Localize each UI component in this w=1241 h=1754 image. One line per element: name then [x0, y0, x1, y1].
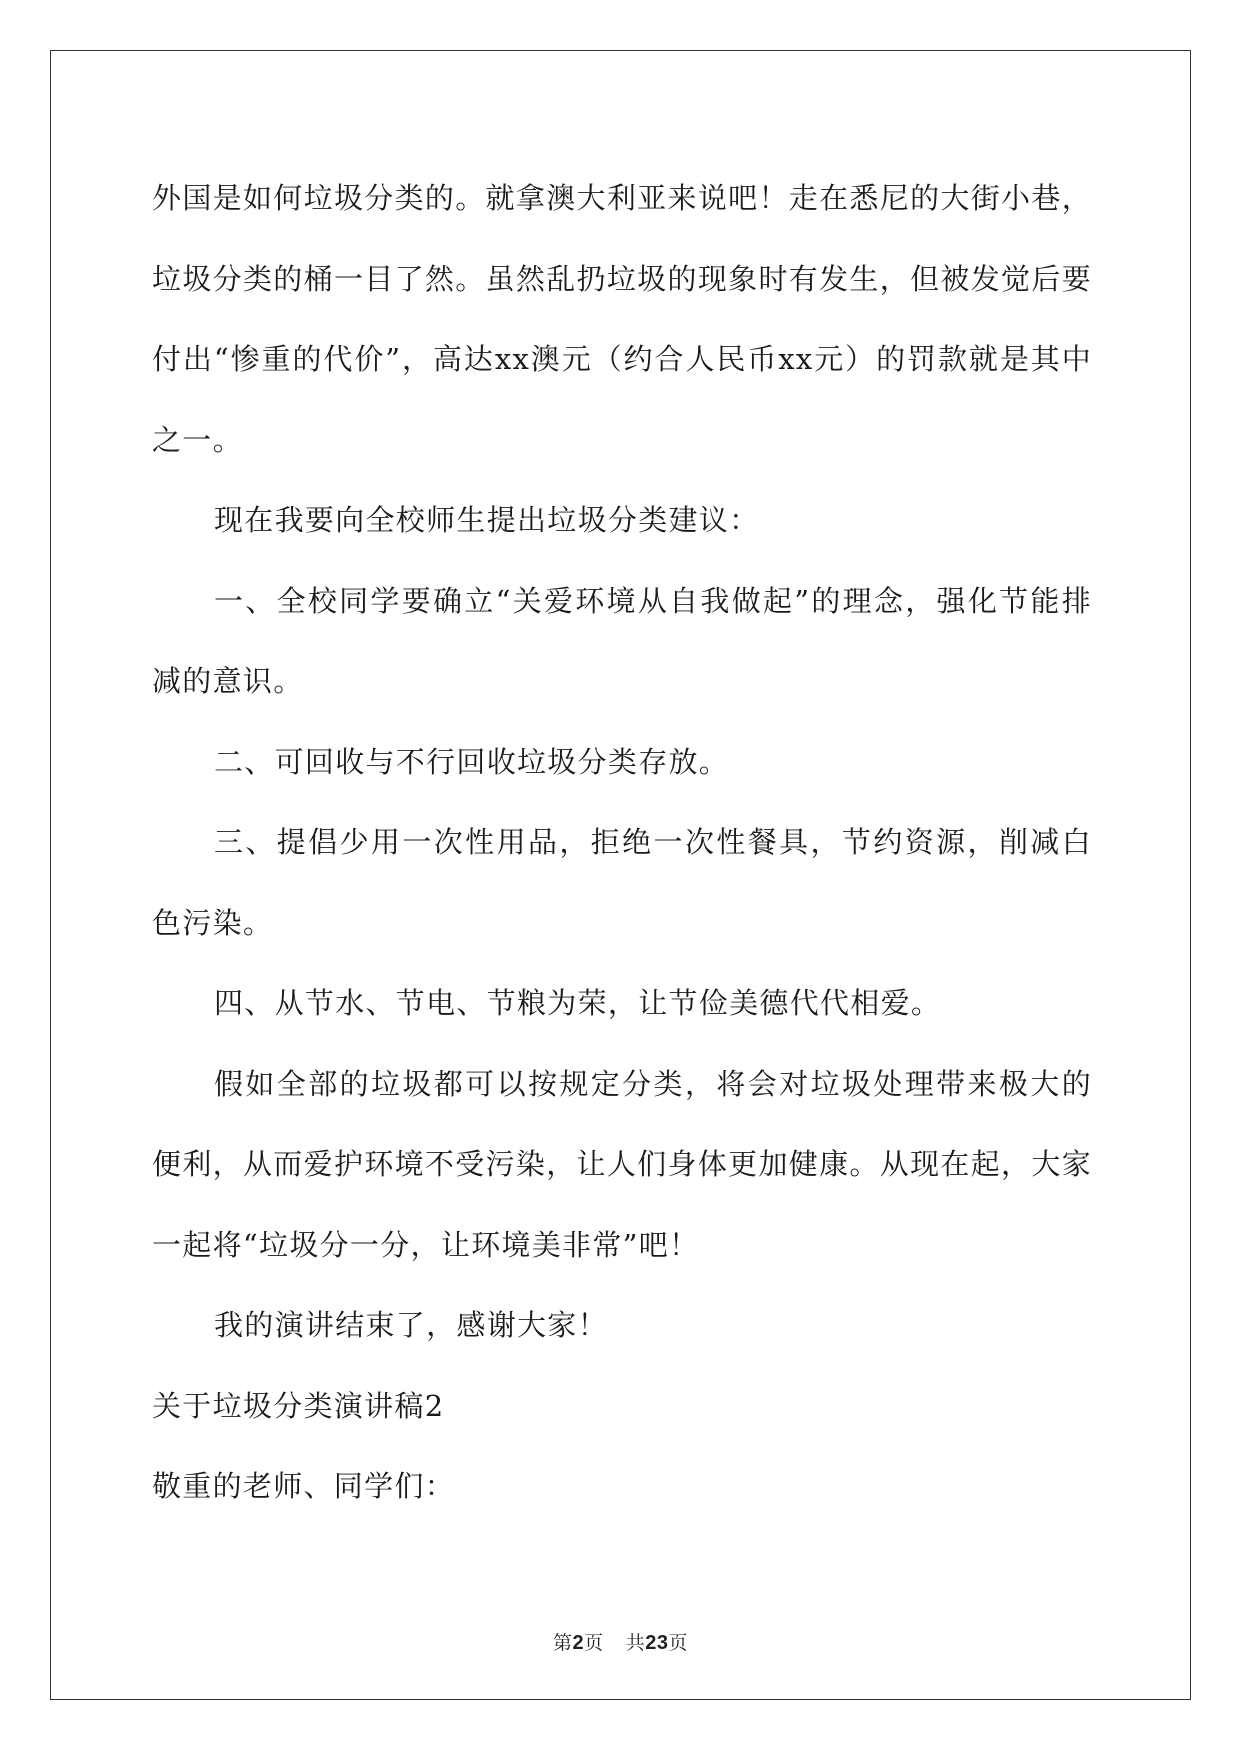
paragraph-closing: 我的演讲结束了，感谢大家！	[214, 1308, 608, 1342]
paragraph-australia-example: 外国是如何垃圾分类的。就拿澳大利亚来说吧！走在悉尼的大街小巷，垃圾分类的桶一目了然。虽然乱扔垃圾的现象时有发生，但被发觉后要付出“惨重的代价”，高达xx澳元（约合人民币xx元）的罚款就是其中之一。	[152, 181, 1092, 457]
section-title: 关于垃圾分类演讲稿2	[152, 1388, 445, 1423]
total-pages: 23	[645, 1632, 669, 1654]
total-suffix: 页	[668, 1632, 688, 1654]
document-body	[152, 158, 1092, 1527]
page-number: 2	[572, 1632, 585, 1654]
paragraph-proposal-intro: 现在我要向全校师生提出垃圾分类建议：	[214, 503, 760, 537]
paragraph-proposal-3: 三、提倡少用一次性用品，拒绝一次性餐具，节约资源，削减白色污染。	[152, 825, 1092, 940]
paragraph-proposal-2: 二、可回收与不行回收垃圾分类存放。	[214, 744, 730, 779]
paragraph-conclusion: 假如全部的垃圾都可以按规定分类，将会对垃圾处理带来极大的便利，从而爱护环境不受污染，让人们身体更加健康。从现在起，大家一起将“垃圾分一分，让环境美非常”吧！	[152, 1066, 1092, 1262]
total-prefix: 共	[625, 1632, 646, 1654]
page-footer	[0, 1628, 1241, 1655]
paragraph-proposal-1: 一、全校同学要确立“关爱环境从自我做起”的理念，强化节能排减的意识。	[152, 583, 1092, 698]
page-prefix: 第	[553, 1632, 573, 1654]
salutation: 敬重的老师、同学们：	[152, 1469, 456, 1503]
page-suffix: 页	[584, 1632, 604, 1654]
paragraph-proposal-4: 四、从节水、节电、节粮为荣，让节俭美德代代相爱。	[214, 986, 942, 1020]
